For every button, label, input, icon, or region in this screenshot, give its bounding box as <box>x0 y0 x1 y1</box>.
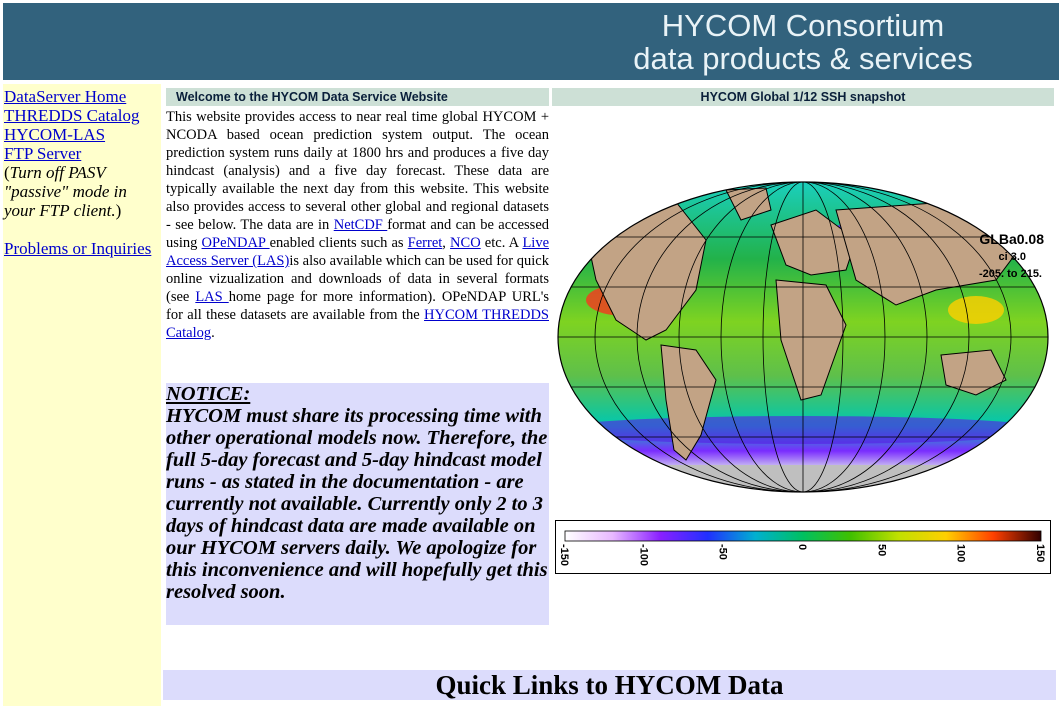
colorbar-tick-label: 0 <box>796 544 808 551</box>
quick-links-heading: Quick Links to HYCOM Data <box>163 670 1056 700</box>
las-home-link[interactable]: LAS <box>195 289 229 305</box>
contour-interval-label: ci 3.0 <box>998 251 1026 263</box>
ssh-colorbar <box>555 520 1051 574</box>
sidebar-link-problems[interactable]: Problems or Inquiries <box>4 239 152 258</box>
pasv-open-paren: ( <box>4 163 10 182</box>
intro-text-7: . <box>211 325 215 341</box>
hycom-thredds-link[interactable]: HYCOM THREDDS Catalog <box>166 307 549 341</box>
ferret-link[interactable]: Ferret <box>407 235 443 251</box>
netcdf-link[interactable]: NetCDF <box>333 217 388 233</box>
nco-link[interactable]: NCO <box>450 235 481 251</box>
intro-text-5: is also available which can be used for quick online vizualization and downloads of data in several formats (see <box>166 253 549 305</box>
range-label: -205. to 215. <box>979 268 1042 280</box>
colorbar-tick-label: -150 <box>558 544 570 567</box>
sidebar <box>3 84 161 706</box>
site-title-line2: data products & services <box>633 41 973 76</box>
welcome-text <box>166 108 549 342</box>
colorbar-tick-label: 100 <box>954 544 967 563</box>
model-label: GLBa0.08 <box>979 231 1044 247</box>
colorbar-tick-label: 150 <box>1034 544 1046 563</box>
intro-text-2: format and can be accessed using <box>166 217 550 251</box>
notice-body: HYCOM must share its processing time with other operational models now. Therefore, the full 5-day forecast and 5-day hindcast model runs - as stated in the documentation - are currently not available. Currently only 2 to 3 days of hindcast data are made available on our HYCOM servers daily. We apologize for this inconvenience and will hopefully get this resolved soon. <box>166 405 548 603</box>
intro-text-1: This website provides access to near real time global HYCOM + NCODA based ocean prediction system output. The ocean prediction system runs daily at 1800 hrs and produces a five day hindcast (analysis) and a five day forecast. These data are typically available the next day from this website. This website also provides access to several other global and regional datasets - see below. The data are in <box>166 109 549 233</box>
las-link[interactable]: Live Access Server (LAS) <box>166 235 550 269</box>
colorbar-tick-label: 50 <box>875 544 888 557</box>
intro-sep-1: , <box>442 235 451 251</box>
opendap-link[interactable]: OPeNDAP <box>201 235 270 251</box>
notice-box <box>166 383 549 625</box>
sidebar-spacer <box>4 220 161 239</box>
intro-text-4: etc. A <box>480 235 523 251</box>
colorbar-tick-label: -100 <box>637 544 650 567</box>
intro-text-6: home page for more information). OPeNDAP URL's for all these datasets are available from the <box>166 289 549 323</box>
pasv-note-text: Turn off PASV "passive" mode in your FTP client. <box>4 163 127 220</box>
ssh-map-image <box>556 180 1050 495</box>
ssh-snapshot-heading: HYCOM Global 1/12 SSH snapshot <box>552 88 1054 106</box>
intro-text-3: enabled clients such as <box>269 235 408 251</box>
sidebar-link-hycom-las[interactable]: HYCOM-LAS <box>4 125 106 144</box>
site-title-line1: HYCOM Consortium <box>661 8 945 43</box>
sidebar-link-thredds-catalog[interactable]: THREDDS Catalog <box>4 106 140 125</box>
pasv-close-paren: ) <box>115 201 122 220</box>
site-header <box>3 3 1059 80</box>
colorbar-tick-label: -50 <box>716 544 729 560</box>
sidebar-link-ftp-server[interactable]: FTP Server <box>4 144 82 163</box>
notice-title: NOTICE: <box>166 383 251 405</box>
ftp-pasv-note <box>4 163 161 220</box>
sidebar-link-dataserver-home[interactable]: DataServer Home <box>4 87 127 106</box>
welcome-heading: Welcome to the HYCOM Data Service Website <box>166 88 549 106</box>
